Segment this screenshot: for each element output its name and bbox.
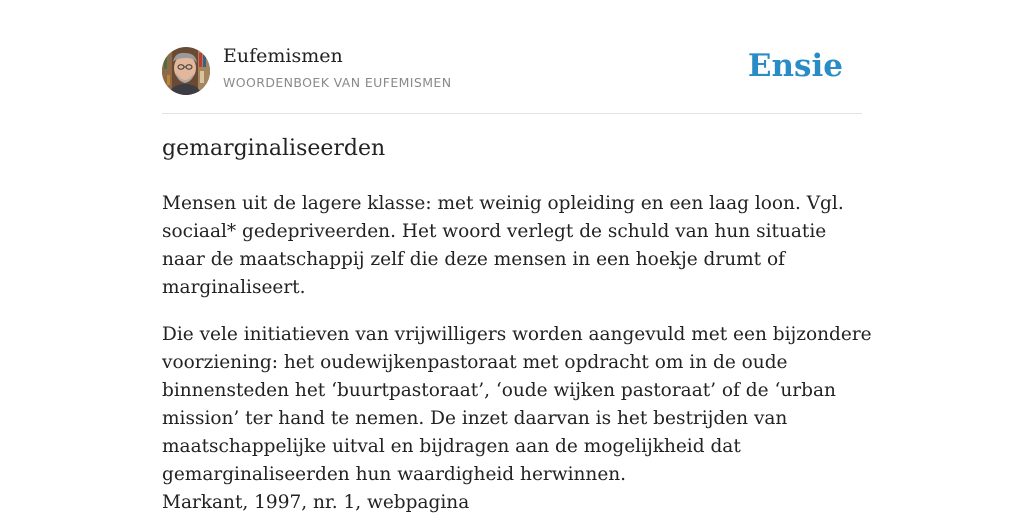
source-citation: Markant, 1997, nr. 1, webpagina (162, 492, 470, 513)
author-subtitle[interactable]: WOORDENBOEK VAN EUFEMISMEN (223, 75, 452, 90)
brand-logo[interactable]: Ensie (747, 48, 843, 84)
avatar-portrait-icon (162, 47, 210, 95)
definition-paragraph: Mensen uit de lagere klasse: met weinig opleiding en een laag loon. Vgl. sociaal* gedepriveerden. Het woord verlegt de schuld van hun situatie naar de maatschappij zelf die deze mensen in een hoekje drumt of marginaliseert. (162, 193, 844, 298)
page-container (162, 0, 872, 513)
entry-body (162, 190, 872, 508)
header (162, 0, 862, 114)
author-name[interactable]: Eufemismen (223, 45, 343, 67)
example-paragraph: Die vele initiatieven van vrijwilligers worden aangevuld met een bijzondere voorziening: het oudewijkenpastoraat met opdracht om in de oude binnensteden het ‘buurtpastoraat’, ‘oude wijken pastoraat’ of de ‘urban mission’ ter hand te nemen. De inzet daarvan is het bestrijden van maatschappelijke uitval en bijdragen aan de mogelijkheid dat gemarginaliseerden hun waardigheid herwinnen. (162, 324, 872, 485)
page-title: gemarginaliseerden (162, 136, 386, 161)
avatar[interactable] (162, 47, 210, 95)
